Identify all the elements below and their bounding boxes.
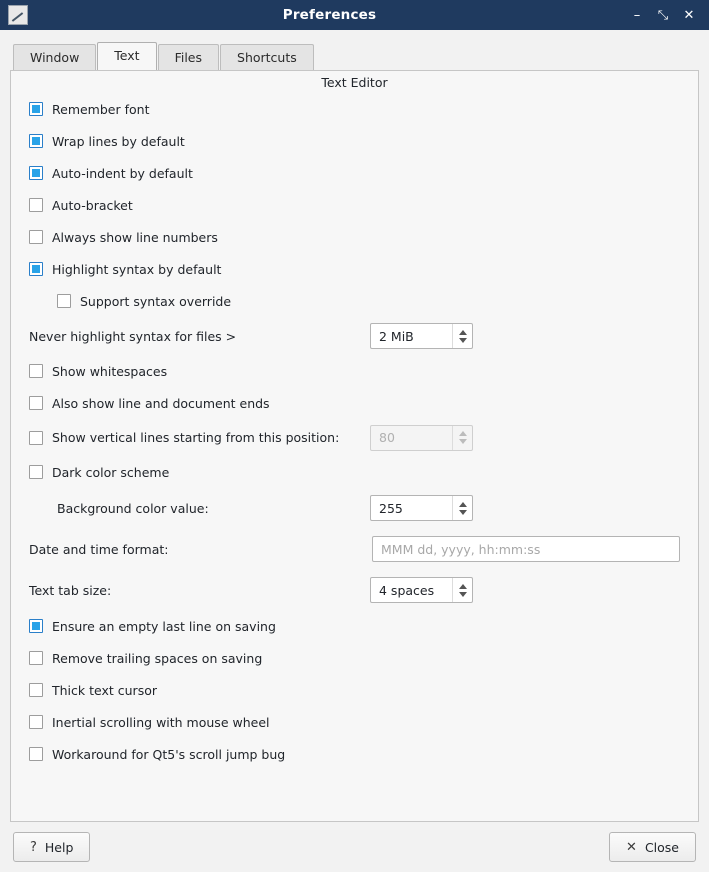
checkbox-icon[interactable] <box>29 230 43 244</box>
background-color-label: Background color value: <box>57 500 209 516</box>
checkbox-icon[interactable] <box>29 651 43 665</box>
option-row-vertical-lines <box>29 419 680 456</box>
button-bar <box>10 832 699 862</box>
tab-shortcuts[interactable]: Shortcuts <box>220 44 314 71</box>
spinbox-value: 2 MiB <box>379 328 414 344</box>
checkbox-inertial-scrolling[interactable] <box>29 715 269 730</box>
checkbox-icon[interactable] <box>57 294 71 308</box>
checkbox-show-whitespaces[interactable] <box>29 364 167 379</box>
option-row-wrap-lines <box>29 125 680 157</box>
checkbox-icon[interactable] <box>29 683 43 697</box>
field-row-background-color <box>29 488 680 528</box>
checkbox-show-vertical-lines[interactable] <box>29 430 339 445</box>
tab-size-spinbox[interactable] <box>370 577 473 603</box>
question-mark-icon: ? <box>30 839 37 855</box>
option-row-remember-font <box>29 93 680 125</box>
checkbox-label: Show whitespaces <box>52 363 168 379</box>
spinbox-arrows[interactable] <box>452 578 472 602</box>
checkbox-wrap-lines[interactable] <box>29 134 185 149</box>
chevron-down-icon[interactable] <box>459 439 467 444</box>
checkbox-icon[interactable] <box>29 396 43 410</box>
option-row-remove-trailing <box>29 642 680 674</box>
checkbox-icon[interactable] <box>29 198 43 212</box>
checkbox-icon[interactable] <box>29 262 43 276</box>
checkbox-label: Also show line and document ends <box>52 395 270 411</box>
option-row-inertial-scrolling <box>29 706 680 738</box>
maximize-icon[interactable]: ⤡ <box>657 7 669 23</box>
vertical-lines-spinbox[interactable] <box>370 425 473 451</box>
option-row-qt5-workaround <box>29 738 680 770</box>
tab-text[interactable]: Text <box>97 42 156 70</box>
checkbox-label: Remember font <box>52 101 150 117</box>
field-row-tab-size <box>29 570 680 610</box>
checkbox-remember-font[interactable] <box>29 102 149 117</box>
chevron-up-icon[interactable] <box>459 502 467 507</box>
checkbox-always-show-line-numbers[interactable] <box>29 230 218 245</box>
help-button-label: Help <box>44 839 74 855</box>
chevron-up-icon[interactable] <box>459 584 467 589</box>
checkbox-label: Workaround for Qt5's scroll jump bug <box>52 746 286 762</box>
checkbox-qt5-scroll-workaround[interactable] <box>29 747 285 762</box>
chevron-down-icon[interactable] <box>459 338 467 343</box>
checkbox-highlight-syntax[interactable] <box>29 262 221 277</box>
tab-window[interactable]: Window <box>13 44 96 71</box>
checkbox-label: Always show line numbers <box>52 229 218 245</box>
datetime-format-label: Date and time format: <box>29 541 169 557</box>
spinbox-arrows[interactable] <box>452 496 472 520</box>
option-row-show-whitespaces <box>29 355 680 387</box>
chevron-down-icon[interactable] <box>459 510 467 515</box>
close-button[interactable] <box>609 832 696 862</box>
option-row-thick-cursor <box>29 674 680 706</box>
window-body <box>0 30 709 872</box>
checkbox-icon[interactable] <box>29 747 43 761</box>
checkbox-auto-indent[interactable] <box>29 166 193 181</box>
datetime-format-placeholder: MMM dd, yyyy, hh:mm:ss <box>381 541 541 557</box>
chevron-down-icon[interactable] <box>459 592 467 597</box>
checkbox-label: Show vertical lines starting from this position: <box>52 430 340 445</box>
checkbox-icon[interactable] <box>29 465 43 479</box>
checkbox-label: Dark color scheme <box>52 464 170 480</box>
checkbox-show-line-document-ends[interactable] <box>29 396 270 411</box>
close-icon[interactable]: ✕ <box>683 7 695 23</box>
field-row-never-highlight <box>29 317 680 355</box>
never-highlight-label: Never highlight syntax for files > <box>29 328 237 344</box>
close-button-label: Close <box>644 839 679 855</box>
option-row-line-document-ends <box>29 387 680 419</box>
field-row-datetime-format <box>29 528 680 570</box>
spinbox-value: 255 <box>379 500 403 516</box>
checkbox-label: Auto-bracket <box>52 197 133 213</box>
option-row-line-numbers <box>29 221 680 253</box>
minimize-icon[interactable]: – <box>633 7 641 23</box>
checkbox-icon[interactable] <box>29 166 43 180</box>
app-icon <box>8 5 28 25</box>
option-row-highlight-syntax <box>29 253 680 285</box>
option-row-empty-last-line <box>29 610 680 642</box>
title-bar <box>0 0 709 30</box>
window-title: Preferences <box>282 7 377 23</box>
group-title: Text Editor <box>321 75 388 90</box>
chevron-up-icon[interactable] <box>459 330 467 335</box>
help-button[interactable] <box>13 832 90 862</box>
checkbox-dark-color-scheme[interactable] <box>29 465 169 480</box>
checkbox-icon[interactable] <box>29 431 43 445</box>
option-row-dark-scheme <box>29 456 680 488</box>
checkbox-support-syntax-override[interactable] <box>57 294 231 309</box>
background-color-spinbox[interactable] <box>370 495 473 521</box>
tab-size-label: Text tab size: <box>29 582 112 598</box>
never-highlight-spinbox[interactable] <box>370 323 473 349</box>
spinbox-arrows[interactable] <box>452 426 472 450</box>
checkbox-thick-text-cursor[interactable] <box>29 683 157 698</box>
checkbox-icon[interactable] <box>29 619 43 633</box>
checkbox-icon[interactable] <box>29 134 43 148</box>
text-editor-group <box>10 70 699 822</box>
window-controls <box>631 9 703 22</box>
checkbox-icon[interactable] <box>29 364 43 378</box>
option-row-auto-bracket <box>29 189 680 221</box>
spinbox-value: 4 spaces <box>379 582 435 598</box>
checkbox-label: Wrap lines by default <box>52 133 185 149</box>
chevron-up-icon[interactable] <box>459 431 467 436</box>
checkbox-label: Thick text cursor <box>52 682 157 698</box>
checkbox-remove-trailing-spaces[interactable] <box>29 651 262 666</box>
checkbox-ensure-empty-last-line[interactable] <box>29 619 276 634</box>
close-icon: ✕ <box>626 839 637 855</box>
tab-files[interactable]: Files <box>158 44 219 71</box>
checkbox-label: Remove trailing spaces on saving <box>52 650 263 666</box>
checkbox-icon[interactable] <box>29 715 43 729</box>
option-row-auto-indent <box>29 157 680 189</box>
checkbox-label: Highlight syntax by default <box>52 261 222 277</box>
spinbox-arrows[interactable] <box>452 324 472 348</box>
checkbox-label: Ensure an empty last line on saving <box>52 618 276 634</box>
checkbox-auto-bracket[interactable] <box>29 198 133 213</box>
checkbox-label: Auto-indent by default <box>52 165 193 181</box>
checkbox-label: Support syntax override <box>80 293 232 309</box>
checkbox-label: Inertial scrolling with mouse wheel <box>52 714 270 730</box>
datetime-format-input[interactable] <box>372 536 680 562</box>
option-row-syntax-override <box>29 285 680 317</box>
checkbox-icon[interactable] <box>29 102 43 116</box>
tab-bar <box>13 42 699 70</box>
spinbox-value: 80 <box>379 430 395 445</box>
